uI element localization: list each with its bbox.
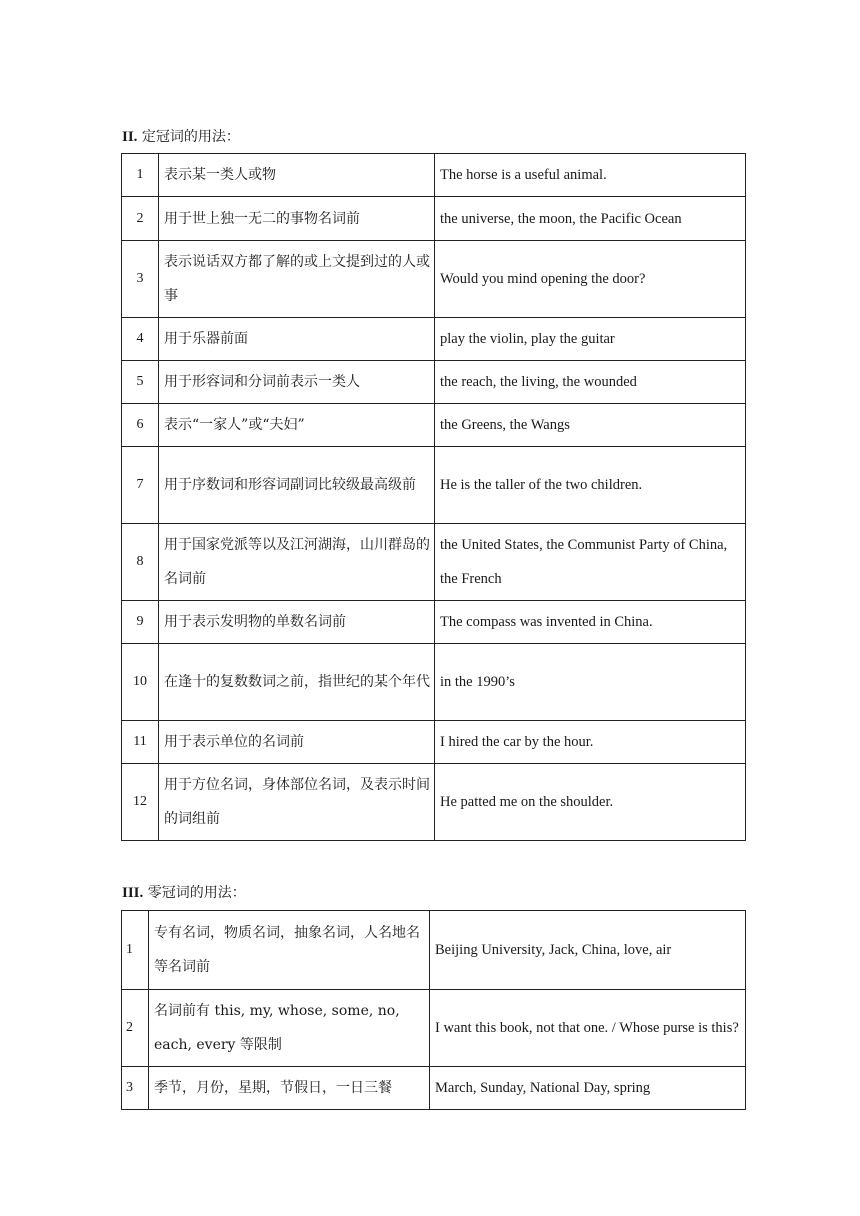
- table-row: [122, 197, 746, 241]
- row-number: 1: [122, 911, 149, 990]
- table-row: [122, 644, 746, 721]
- section-ii-heading: [122, 128, 240, 146]
- example-cell: in the 1990’s: [435, 644, 746, 721]
- usage-cell: 用于世上独一无二的事物名词前: [159, 197, 435, 241]
- example-cell: The horse is a useful animal.: [435, 154, 746, 197]
- row-number: 12: [122, 764, 159, 841]
- usage-cell: 用于形容词和分词前表示一类人: [159, 361, 435, 404]
- section-iii-title: 零冠词的用法：: [147, 885, 246, 901]
- example-cell: He patted me on the shoulder.: [435, 764, 746, 841]
- example-cell: He is the taller of the two children.: [435, 447, 746, 524]
- example-cell: the reach, the living, the wounded: [435, 361, 746, 404]
- table-row: [122, 721, 746, 764]
- row-number: 3: [122, 1067, 149, 1110]
- example-cell: the universe, the moon, the Pacific Ocean: [435, 197, 746, 241]
- table-row: [122, 404, 746, 447]
- row-number: 5: [122, 361, 159, 404]
- usage-cell: 用于序数词和形容词副词比较级最高级前: [159, 447, 435, 524]
- usage-cell: 用于乐器前面: [159, 318, 435, 361]
- usage-cell: 用于表示发明物的单数名词前: [159, 601, 435, 644]
- usage-cell: 表示某一类人或物: [159, 154, 435, 197]
- row-number: 9: [122, 601, 159, 644]
- usage-cell: 表示说话双方都了解的或上文提到过的人或事: [159, 241, 435, 318]
- table-row: [122, 1067, 746, 1110]
- table-row: [122, 990, 746, 1067]
- table-row: [122, 447, 746, 524]
- example-cell: I hired the car by the hour.: [435, 721, 746, 764]
- section-iii-heading: [122, 884, 246, 902]
- example-cell: the Greens, the Wangs: [435, 404, 746, 447]
- section-ii-number: II.: [122, 129, 138, 145]
- definite-article-table: [121, 153, 746, 841]
- section-iii-number: III.: [122, 885, 144, 901]
- example-cell: the United States, the Communist Party of China, the French: [435, 524, 746, 601]
- usage-cell: 用于方位名词，身体部位名词，及表示时间的词组前: [159, 764, 435, 841]
- usage-cell: 在逢十的复数数词之前，指世纪的某个年代: [159, 644, 435, 721]
- example-cell: play the violin, play the guitar: [435, 318, 746, 361]
- row-number: 2: [122, 197, 159, 241]
- table-row: [122, 524, 746, 601]
- example-cell: The compass was invented in China.: [435, 601, 746, 644]
- section-ii-title: 定冠词的用法：: [141, 129, 240, 145]
- table-row: [122, 154, 746, 197]
- table-row: [122, 764, 746, 841]
- example-cell: Would you mind opening the door?: [435, 241, 746, 318]
- row-number: 6: [122, 404, 159, 447]
- table-row: [122, 911, 746, 990]
- usage-cell: 用于表示单位的名词前: [159, 721, 435, 764]
- table-row: [122, 318, 746, 361]
- usage-cell: 专有名词，物质名词，抽象名词，人名地名等名词前: [149, 911, 430, 990]
- usage-cell: 表示“一家人”或“夫妇”: [159, 404, 435, 447]
- row-number: 3: [122, 241, 159, 318]
- zero-article-table: [121, 910, 746, 1110]
- table-row: [122, 361, 746, 404]
- table-row: [122, 241, 746, 318]
- example-cell: Beijing University, Jack, China, love, air: [430, 911, 746, 990]
- table-row: [122, 601, 746, 644]
- example-cell: I want this book, not that one. / Whose purse is this?: [430, 990, 746, 1067]
- row-number: 4: [122, 318, 159, 361]
- row-number: 2: [122, 990, 149, 1067]
- row-number: 7: [122, 447, 159, 524]
- usage-cell: 用于国家党派等以及江河湖海，山川群岛的名词前: [159, 524, 435, 601]
- row-number: 1: [122, 154, 159, 197]
- usage-cell: 名词前有 this, my, whose, some, no, each, every 等限制: [149, 990, 430, 1067]
- row-number: 10: [122, 644, 159, 721]
- row-number: 8: [122, 524, 159, 601]
- row-number: 11: [122, 721, 159, 764]
- example-cell: March, Sunday, National Day, spring: [430, 1067, 746, 1110]
- usage-cell: 季节，月份，星期，节假日，一日三餐: [149, 1067, 430, 1110]
